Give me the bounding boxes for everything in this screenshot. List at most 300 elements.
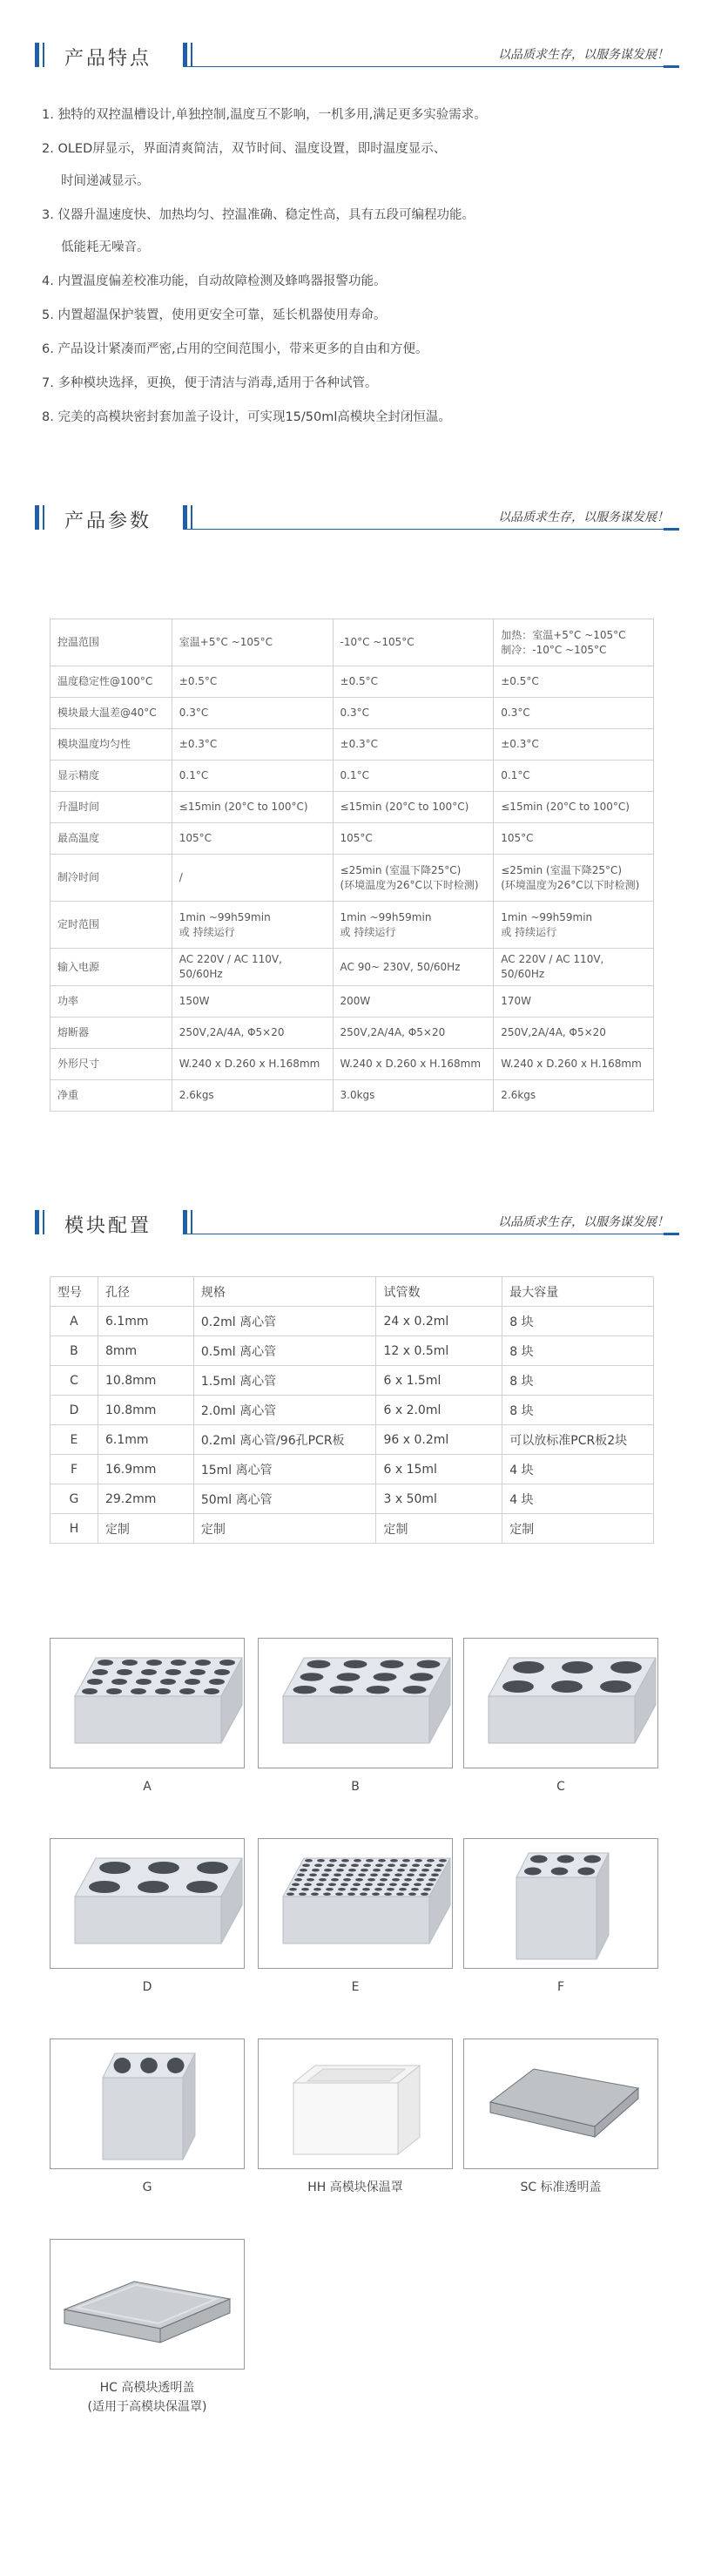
module-label: G <box>142 2180 152 2194</box>
header-accent-bar <box>35 505 39 530</box>
block-hole <box>557 1856 575 1863</box>
block-hole <box>513 1661 544 1673</box>
section-slogan: 以品质求生存，以服务谋发展！ <box>498 1215 669 1229</box>
module-cell: E <box>51 1425 98 1455</box>
feature-item <box>42 375 669 393</box>
block-hole <box>367 1878 375 1882</box>
module-row <box>51 1366 654 1396</box>
block-hole <box>363 1863 371 1867</box>
param-name-cell: 显示精度 <box>51 761 172 792</box>
module-cell: F <box>51 1455 98 1484</box>
block-hole <box>372 1892 380 1896</box>
module-cell: 12 x 0.5ml <box>376 1336 502 1366</box>
param-row <box>51 619 654 666</box>
block-hole <box>353 1883 361 1886</box>
feature-text: 1. 独特的双控温槽设计,单独控制,温度互不影响，一机多用,满足更多实验需求。 <box>42 108 487 122</box>
block-hole <box>136 1679 152 1685</box>
section-title: 模块配置 <box>64 1215 152 1237</box>
block-hole <box>219 1660 235 1666</box>
param-value-cell: W.240 x D.260 x H.168mm <box>172 1049 333 1080</box>
features-section-header <box>35 37 679 71</box>
param-value-cell: AC 220V / AC 110V, 50/60Hz <box>494 949 654 986</box>
param-value-cell: ±0.5°C <box>172 666 333 698</box>
block-hole <box>321 1873 329 1876</box>
block-hole <box>367 1686 390 1694</box>
module-image <box>51 2240 245 2370</box>
module-gallery-item <box>258 1838 453 1997</box>
param-value-cell: 0.3°C <box>333 698 494 729</box>
block-hole <box>355 1878 363 1882</box>
module-cell: D <box>51 1396 98 1425</box>
module-cell: 29.2mm <box>98 1484 193 1514</box>
module-label: SC 标准透明盖 <box>520 2180 602 2194</box>
module-image-frame <box>258 1638 453 1768</box>
block-hole <box>378 1859 386 1863</box>
param-row <box>51 729 654 761</box>
feature-text-continued: 低能耗无噪音。 <box>61 240 150 254</box>
module-cell: A <box>51 1307 98 1336</box>
block-hole <box>354 1859 361 1863</box>
block-hole <box>300 1869 307 1872</box>
module-image-frame <box>463 1838 658 1969</box>
param-value-cell: ≤15min (20°C to 100°C) <box>172 792 333 823</box>
block-hole <box>117 1669 132 1675</box>
header-accent-bar <box>183 1210 187 1234</box>
param-name-cell: 最高温度 <box>51 823 172 855</box>
block-hole <box>421 1892 428 1896</box>
module-image <box>51 1639 245 1768</box>
param-name-cell: 外形尺寸 <box>51 1049 172 1080</box>
param-value-cell: 150W <box>172 986 333 1018</box>
block-hole <box>365 1883 373 1886</box>
module-header-cell: 型号 <box>51 1277 98 1307</box>
block-hole <box>374 1673 397 1680</box>
block-hole <box>336 1869 344 1872</box>
block-hole <box>307 1660 331 1668</box>
param-value-cell: 0.1°C <box>494 761 654 792</box>
param-row <box>51 855 654 902</box>
module-cell: C <box>51 1366 98 1396</box>
block-hole <box>362 1888 370 1891</box>
module-cell: B <box>51 1336 98 1366</box>
module-cell: 10.8mm <box>98 1396 193 1425</box>
block-hole <box>122 1660 138 1666</box>
block-hole <box>384 1892 392 1896</box>
module-gallery-item <box>50 2038 245 2197</box>
block-hole <box>502 1680 534 1693</box>
block-hole <box>370 1873 378 1876</box>
module-cell: 定制 <box>98 1514 193 1544</box>
module-image-frame <box>50 1638 245 1768</box>
module-image <box>259 1839 453 1969</box>
param-value-cell: W.240 x D.260 x H.168mm <box>494 1049 654 1080</box>
param-value-cell: 1min ~99h59min 或 持续运行 <box>494 902 654 949</box>
param-name-cell: 定时范围 <box>51 902 172 949</box>
param-value-cell: AC 90~ 230V, 50/60Hz <box>333 949 494 986</box>
block-hole <box>331 1878 339 1882</box>
block-hole <box>417 1660 441 1668</box>
param-value-cell: 2.6kgs <box>494 1080 654 1112</box>
param-name-cell: 制冷时间 <box>51 855 172 902</box>
block-hole <box>408 1892 416 1896</box>
header-underline-end <box>664 1233 679 1235</box>
module-cell: 8 块 <box>502 1396 654 1425</box>
param-row <box>51 698 654 729</box>
module-cell: 0.5ml 离心管 <box>193 1336 376 1366</box>
module-image <box>464 1839 658 1969</box>
module-cell: 定制 <box>502 1514 654 1544</box>
block-hole <box>341 1859 349 1863</box>
block-hole <box>366 1859 374 1863</box>
block-hole <box>426 1883 434 1886</box>
module-cell: 定制 <box>193 1514 376 1544</box>
param-row <box>51 902 654 949</box>
module-gallery-item <box>258 2038 453 2197</box>
param-value-cell: 0.1°C <box>172 761 333 792</box>
block-hole <box>583 1856 601 1863</box>
modules-table <box>50 1276 654 1544</box>
header-accent-bar <box>43 505 44 530</box>
module-cell: 50ml 离心管 <box>193 1484 376 1514</box>
block-hole <box>82 1688 98 1694</box>
block-hole <box>286 1892 294 1896</box>
block-hole <box>197 1862 228 1874</box>
module-header-cell: 最大容量 <box>502 1277 654 1307</box>
block-hole <box>214 1669 230 1675</box>
block-hole <box>385 1869 393 1872</box>
block-hole <box>524 1868 542 1876</box>
module-header-cell: 试管数 <box>376 1277 502 1307</box>
module-cell: 6 x 2.0ml <box>376 1396 502 1425</box>
param-name-cell: 模块温度均匀性 <box>51 729 172 761</box>
block-hole <box>99 1862 131 1874</box>
feature-item <box>42 273 669 291</box>
block-hole <box>312 1869 320 1872</box>
block-hole <box>195 1660 211 1666</box>
param-value-cell: / <box>172 855 333 902</box>
block-hole <box>400 1863 408 1867</box>
block-hole <box>148 1862 179 1874</box>
params-table <box>50 619 654 1112</box>
block-hole <box>390 1859 398 1863</box>
header-accent-bar <box>43 1210 44 1234</box>
param-row <box>51 949 654 986</box>
feature-item <box>42 106 669 125</box>
block-hole <box>428 1878 436 1882</box>
module-cell: 8 块 <box>502 1336 654 1366</box>
block-hole <box>530 1856 548 1863</box>
param-value-cell: 105°C <box>172 823 333 855</box>
block-hole <box>360 1892 367 1896</box>
module-row <box>51 1484 654 1514</box>
param-value-cell: 0.3°C <box>172 698 333 729</box>
module-image <box>51 1839 245 1969</box>
module-sublabel: (适用于高模块保温罩) <box>87 2400 207 2414</box>
header-accent-bar <box>35 43 39 67</box>
param-row <box>51 666 654 698</box>
param-value-cell: 105°C <box>333 823 494 855</box>
module-row <box>51 1455 654 1484</box>
block-hole <box>551 1868 569 1876</box>
feature-text: 2. OLED屏显示，界面清爽简洁，双节时间、温度设置，即时温度显示、 <box>42 142 447 156</box>
module-label: B <box>351 1780 360 1794</box>
block-hole <box>358 1873 366 1876</box>
param-value-cell: 200W <box>333 986 494 1018</box>
block-hole <box>186 1881 218 1893</box>
block-hole <box>316 1883 324 1886</box>
block-hole <box>348 1869 356 1872</box>
param-name-cell: 控温范围 <box>51 619 172 666</box>
header-underline-end <box>664 528 679 531</box>
block-hole <box>114 2058 131 2073</box>
block-hole <box>209 1679 225 1685</box>
module-cell: 可以放标准PCR板2块 <box>502 1425 654 1455</box>
module-cell: 4 块 <box>502 1455 654 1484</box>
module-gallery-item <box>50 1838 245 1997</box>
block-hole <box>427 1859 435 1863</box>
block-hole <box>326 1888 334 1891</box>
block-hole <box>323 1892 331 1896</box>
module-cell: 15ml 离心管 <box>193 1455 376 1484</box>
module-image <box>259 1639 453 1768</box>
block-hole <box>340 1883 348 1886</box>
module-image-frame <box>258 2038 453 2169</box>
param-name-cell: 模块最大温差@40°C <box>51 698 172 729</box>
module-cell: 24 x 0.2ml <box>376 1307 502 1336</box>
block-hole <box>167 2058 185 2073</box>
param-value-cell: ±0.3°C <box>333 729 494 761</box>
module-cell: 6.1mm <box>98 1307 193 1336</box>
param-value-cell: W.240 x D.260 x H.168mm <box>333 1049 494 1080</box>
block-hole <box>344 1660 367 1668</box>
block-hole <box>300 1673 324 1680</box>
module-cell: 2.0ml 离心管 <box>193 1396 376 1425</box>
block-hole <box>389 1883 397 1886</box>
header-underline <box>183 66 679 67</box>
block-hole <box>294 1878 302 1882</box>
param-value-cell: 0.3°C <box>494 698 654 729</box>
param-value-cell: AC 220V / AC 110V, 50/60Hz <box>172 949 333 986</box>
header-underline <box>183 529 679 530</box>
block-hole <box>330 1686 354 1694</box>
param-value-cell: 250V,2A/4A, Φ5×20 <box>333 1018 494 1049</box>
module-image-frame <box>50 1838 245 1969</box>
header-accent-bar <box>191 43 192 67</box>
block-hole <box>610 1661 642 1673</box>
block-hole <box>410 1673 434 1680</box>
block-hole <box>434 1869 441 1872</box>
module-row <box>51 1425 654 1455</box>
module-image-frame <box>258 1838 453 1969</box>
block-hole <box>419 1873 427 1876</box>
header-accent-bar <box>183 43 187 67</box>
param-value-cell: 250V,2A/4A, Φ5×20 <box>494 1018 654 1049</box>
block-hole <box>380 1878 388 1882</box>
module-row <box>51 1514 654 1544</box>
feature-item <box>42 140 669 191</box>
param-value-cell: ≤25min (室温下降25°C) (环境温度为26°C以下时检测) <box>494 855 654 902</box>
block-hole <box>421 1869 429 1872</box>
block-hole <box>407 1873 415 1876</box>
block-hole <box>319 1878 327 1882</box>
module-cell: 3 x 50ml <box>376 1484 502 1514</box>
params-section-header <box>35 499 679 534</box>
param-value-cell: 2.6kgs <box>172 1080 333 1112</box>
block-hole <box>415 1859 422 1863</box>
block-hole <box>297 1873 305 1876</box>
param-value-cell: 1min ~99h59min 或 持续运行 <box>172 902 333 949</box>
block-hole <box>424 1863 432 1867</box>
block-hole <box>401 1883 409 1886</box>
module-gallery-item <box>50 1638 245 1796</box>
module-header-row <box>51 1277 654 1307</box>
block-hole <box>106 1688 122 1694</box>
module-label: F <box>556 1980 565 1994</box>
block-hole <box>416 1878 424 1882</box>
param-value-cell: ±0.5°C <box>494 666 654 698</box>
block-hole <box>414 1883 421 1886</box>
module-image <box>464 1639 658 1768</box>
modules-section-header <box>35 1204 679 1239</box>
module-gallery-item <box>463 1638 658 1796</box>
param-name-cell: 温度稳定性@100°C <box>51 666 172 698</box>
block-hole <box>301 1888 309 1891</box>
block-hole <box>396 1892 404 1896</box>
block-hole <box>204 1688 219 1694</box>
block-hole <box>329 1859 337 1863</box>
block-hole <box>171 1660 186 1666</box>
module-row <box>51 1396 654 1425</box>
feature-text: 6. 产品设计紧凑而严密,占用的空间范围小，带来更多的自由和方便。 <box>42 342 428 356</box>
block-hole <box>98 1660 113 1666</box>
param-row <box>51 761 654 792</box>
block-hole <box>307 1878 314 1882</box>
block-hole <box>302 1863 310 1867</box>
block-hole <box>404 1878 412 1882</box>
module-cell: 8 块 <box>502 1366 654 1396</box>
block-hole <box>377 1883 385 1886</box>
header-accent-bar <box>43 43 44 67</box>
block-hole <box>327 1863 334 1867</box>
features-list <box>42 106 669 443</box>
block-hole <box>337 1673 361 1680</box>
block-hole <box>311 1892 319 1896</box>
block-hole <box>111 1679 127 1685</box>
block-hole <box>324 1869 332 1872</box>
feature-text: 5. 内置超温保护装置，使用更安全可靠，延长机器使用寿命。 <box>42 308 387 322</box>
header-accent-bar <box>191 505 192 530</box>
param-value-cell: ±0.3°C <box>172 729 333 761</box>
feature-text: 7. 多种模块选择，更换，便于清洁与消毒,适用于各种试管。 <box>42 376 378 390</box>
module-cell: 4 块 <box>502 1484 654 1514</box>
block-hole <box>155 1688 171 1694</box>
block-hole <box>409 1869 417 1872</box>
feature-text: 8. 完美的高模块密封套加盖子设计，可实现15/50ml高模块全封闭恒温。 <box>42 410 451 424</box>
block-hole <box>350 1888 358 1891</box>
param-row <box>51 1018 654 1049</box>
block-hole <box>328 1883 336 1886</box>
block-hole <box>373 1869 381 1872</box>
section-title: 产品参数 <box>64 510 152 532</box>
module-label: E <box>351 1980 360 1994</box>
block-hole <box>343 1878 351 1882</box>
header-accent-bar <box>35 1210 39 1234</box>
block-hole <box>551 1680 583 1693</box>
block-hole <box>292 1883 300 1886</box>
param-name-cell: 净重 <box>51 1080 172 1112</box>
header-underline-end <box>664 65 679 68</box>
module-gallery-item <box>463 2038 658 2197</box>
block-hole <box>562 1661 593 1673</box>
module-cell: 0.2ml 离心管/96孔PCR板 <box>193 1425 376 1455</box>
module-image-frame <box>50 2239 245 2370</box>
block-hole <box>160 1679 176 1685</box>
block-hole <box>387 1888 394 1891</box>
param-row <box>51 792 654 823</box>
module-cell: G <box>51 1484 98 1514</box>
module-label: A <box>143 1780 152 1794</box>
block-hole <box>138 1881 169 1893</box>
block-hole <box>185 1679 200 1685</box>
module-label: D <box>142 1980 152 1994</box>
module-cell: 8mm <box>98 1336 193 1366</box>
section-slogan: 以品质求生存，以服务谋发展！ <box>498 48 669 62</box>
block-hole <box>131 1688 146 1694</box>
module-header-cell: 孔径 <box>98 1277 193 1307</box>
block-hole <box>388 1863 395 1867</box>
block-hole <box>347 1892 355 1896</box>
module-cell: 10.8mm <box>98 1366 193 1396</box>
block-hole <box>439 1859 447 1863</box>
block-hole <box>423 1888 431 1891</box>
module-cell: 1.5ml 离心管 <box>193 1366 376 1396</box>
module-image <box>51 2039 245 2169</box>
block-hole <box>436 1863 444 1867</box>
param-name-cell: 输入电源 <box>51 949 172 986</box>
block-hole <box>577 1868 595 1876</box>
module-gallery-item <box>463 1838 658 1997</box>
module-row <box>51 1307 654 1336</box>
param-row <box>51 1080 654 1112</box>
module-cell: 16.9mm <box>98 1455 193 1484</box>
param-row <box>51 986 654 1018</box>
param-value-cell: 105°C <box>494 823 654 855</box>
block-hole <box>313 1888 321 1891</box>
param-value-cell: 0.1°C <box>333 761 494 792</box>
block-hole <box>431 1873 439 1876</box>
block-hole <box>392 1878 400 1882</box>
module-row <box>51 1336 654 1366</box>
module-image <box>464 2039 658 2169</box>
block-hole <box>412 1863 420 1867</box>
block-hole <box>339 1863 347 1867</box>
block-hole <box>140 2058 158 2073</box>
param-row <box>51 823 654 855</box>
header-accent-bar <box>183 505 187 530</box>
block-hole <box>374 1888 382 1891</box>
block-hole <box>600 1680 631 1693</box>
block-hole <box>394 1873 402 1876</box>
module-header-cell: 规格 <box>193 1277 376 1307</box>
module-gallery-item <box>50 2239 245 2417</box>
block-hole <box>141 1669 157 1675</box>
block-hole <box>165 1669 181 1675</box>
module-label: HH 高模块保温罩 <box>307 2180 403 2194</box>
module-image <box>259 2039 453 2169</box>
module-cell: 定制 <box>376 1514 502 1544</box>
module-cell: 6 x 15ml <box>376 1455 502 1484</box>
param-value-cell: 3.0kgs <box>333 1080 494 1112</box>
